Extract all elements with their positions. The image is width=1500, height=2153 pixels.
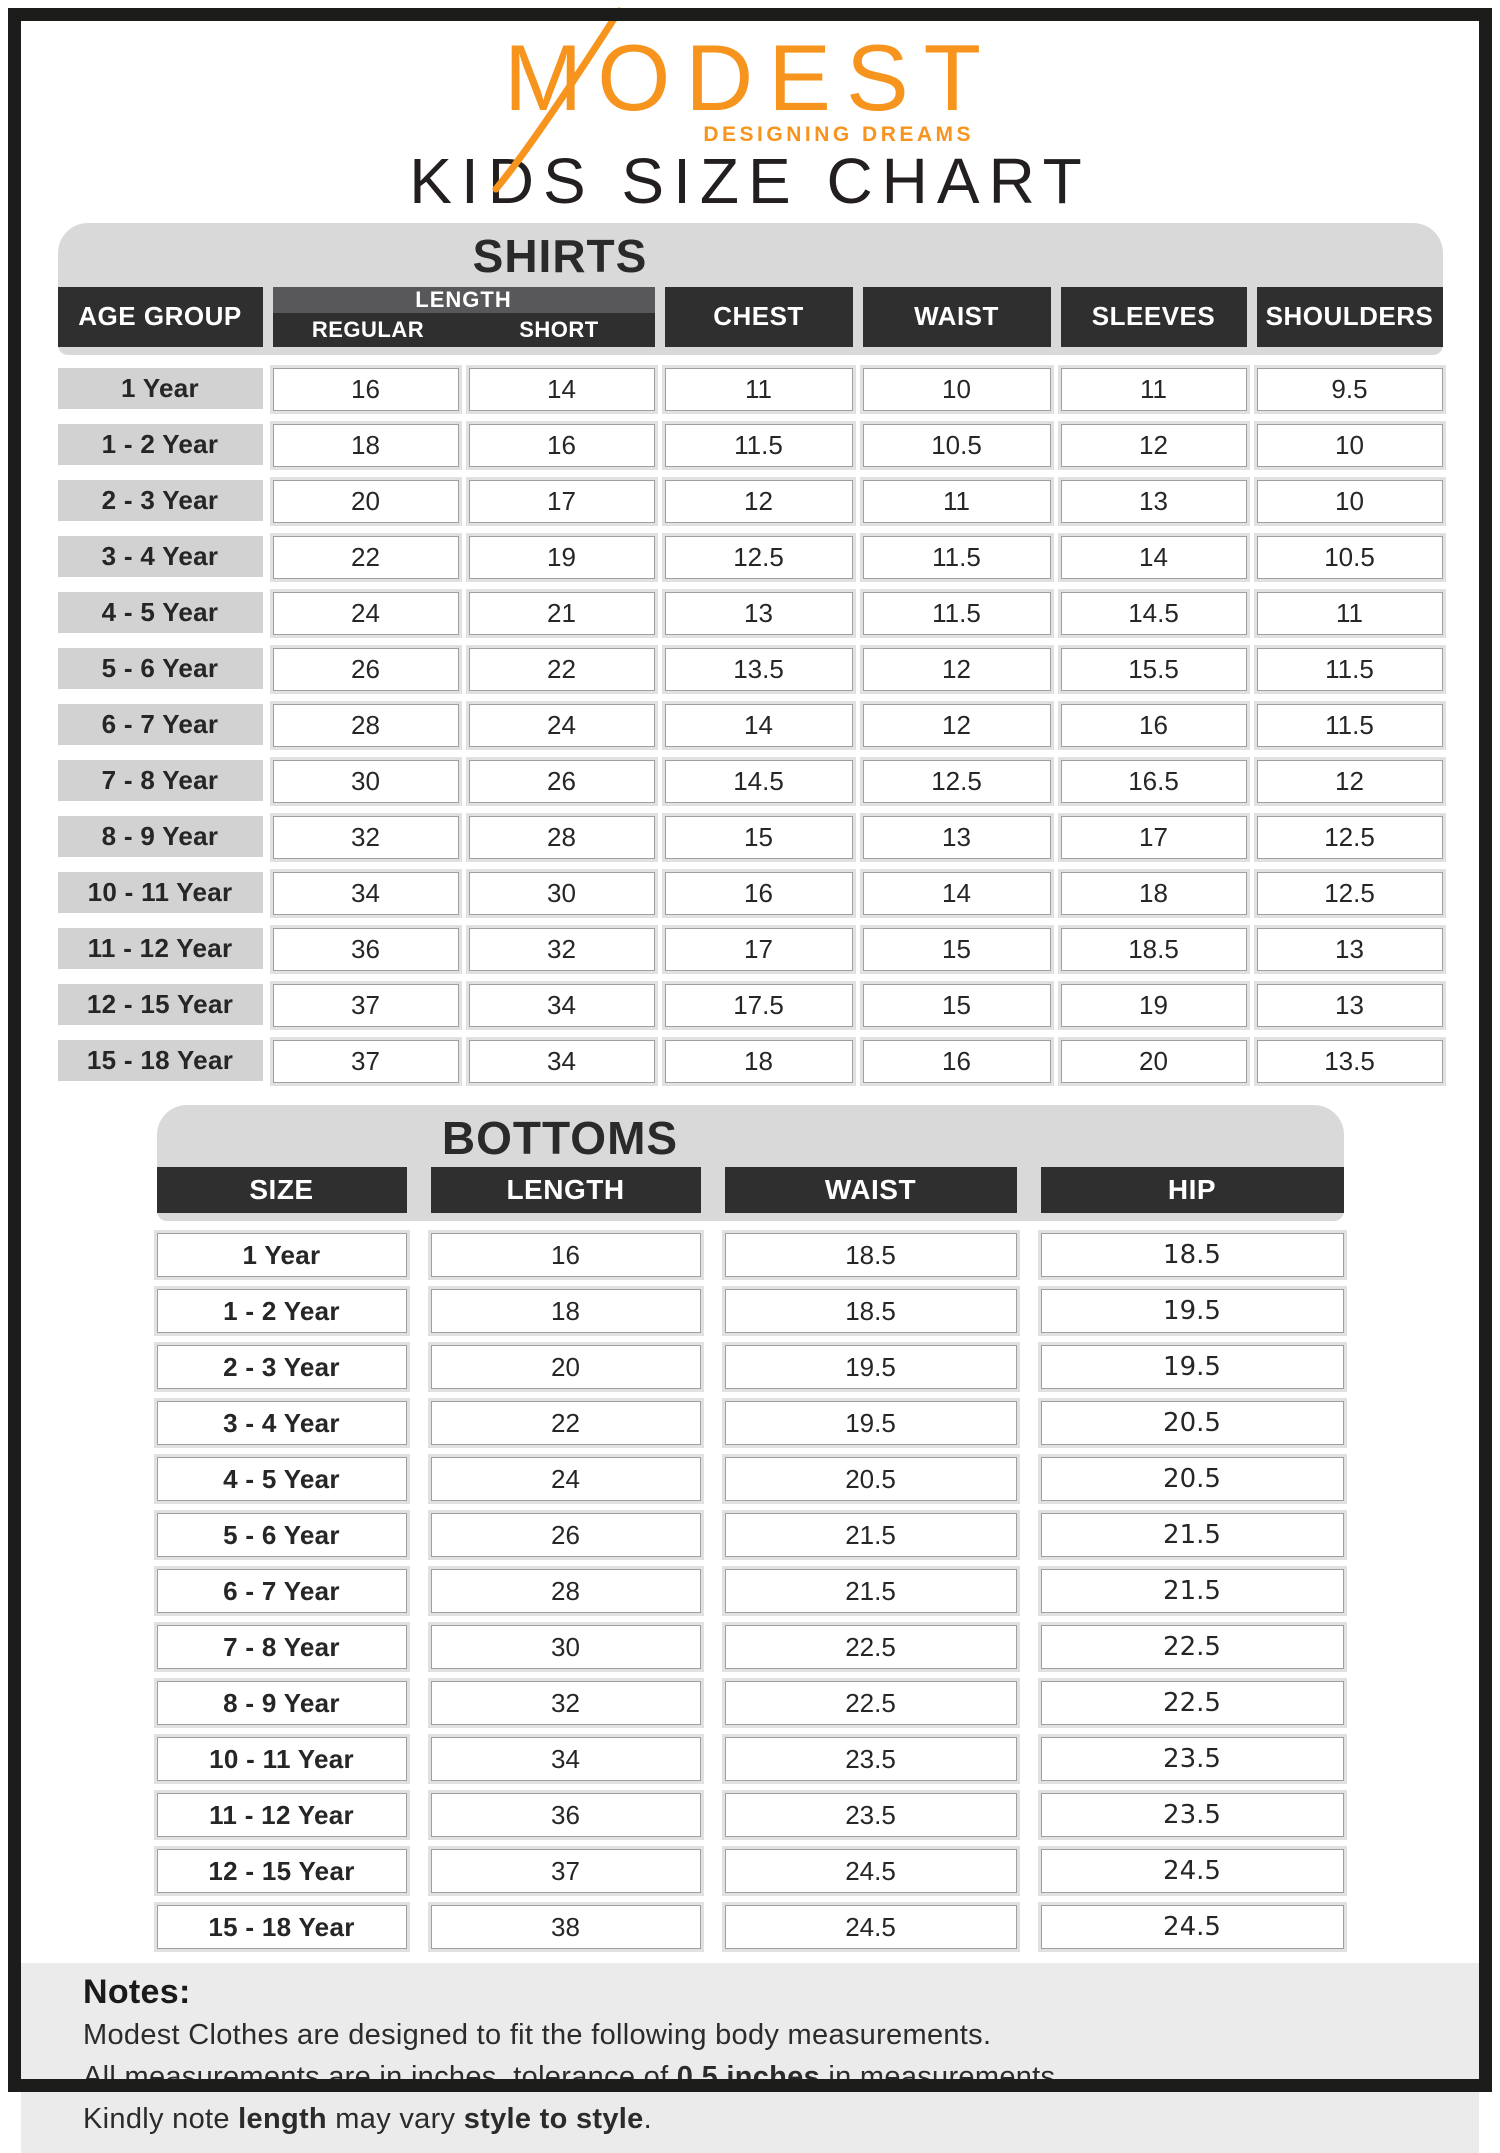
shirts-short-cell: 21 <box>469 592 655 635</box>
shirts-header-regular: REGULAR <box>311 316 425 342</box>
shirts-waist-cell: 11.5 <box>863 592 1051 635</box>
shirts-regular-cell: 26 <box>273 648 459 691</box>
shirts-shoulders-cell: 10 <box>1257 424 1443 467</box>
shirts-age-group-cell: 3 - 4 Year <box>58 536 263 577</box>
bottoms-size-cell: 15 - 18 Year <box>157 1905 407 1949</box>
bottoms-waist-cell: 23.5 <box>725 1793 1017 1837</box>
shirts-age-group-cell: 1 - 2 Year <box>58 424 263 465</box>
bottoms-length-cell: 32 <box>431 1681 701 1725</box>
shirts-age-group-cell: 6 - 7 Year <box>58 704 263 745</box>
bottoms-table-row <box>157 1793 1344 1837</box>
shirts-table-row <box>58 592 1443 635</box>
shirts-sleeves-cell: 19 <box>1061 984 1247 1027</box>
shirts-chest-cell: 12 <box>665 480 853 523</box>
shirts-regular-cell: 37 <box>273 1040 459 1083</box>
notes-section <box>21 1963 1479 2153</box>
bottoms-hip-cell: 23.5 <box>1041 1793 1344 1837</box>
bottoms-size-cell: 1 Year <box>157 1233 407 1277</box>
bottoms-waist-cell: 20.5 <box>725 1457 1017 1501</box>
bottoms-header-size: SIZE <box>157 1167 407 1213</box>
shirts-waist-cell: 15 <box>863 928 1051 971</box>
shirts-short-cell: 34 <box>469 984 655 1027</box>
shirts-chest-cell: 11 <box>665 368 853 411</box>
shirts-shoulders-cell: 11.5 <box>1257 648 1443 691</box>
bottoms-table-row <box>157 1849 1344 1893</box>
shirts-regular-cell: 37 <box>273 984 459 1027</box>
bottoms-size-cell: 6 - 7 Year <box>157 1569 407 1613</box>
shirts-sleeves-cell: 20 <box>1061 1040 1247 1083</box>
bottoms-table-row <box>157 1905 1344 1949</box>
bottoms-hip-cell: 19.5 <box>1041 1289 1344 1333</box>
shirts-age-group-cell: 15 - 18 Year <box>58 1040 263 1081</box>
bottoms-length-cell: 18 <box>431 1289 701 1333</box>
brand-logo-wrap <box>503 25 997 147</box>
bottoms-hip-cell: 24.5 <box>1041 1849 1344 1893</box>
shirts-section <box>58 223 1443 355</box>
bottoms-length-cell: 24 <box>431 1457 701 1501</box>
shirts-short-cell: 26 <box>469 760 655 803</box>
shirts-shoulders-cell: 12.5 <box>1257 816 1443 859</box>
shirts-short-cell: 34 <box>469 1040 655 1083</box>
bottoms-size-cell: 4 - 5 Year <box>157 1457 407 1501</box>
shirts-shoulders-cell: 12 <box>1257 760 1443 803</box>
bottoms-table-row <box>157 1457 1344 1501</box>
bottoms-size-cell: 8 - 9 Year <box>157 1681 407 1725</box>
shirts-regular-cell: 18 <box>273 424 459 467</box>
shirts-regular-cell: 30 <box>273 760 459 803</box>
bottoms-header-row <box>157 1167 1344 1213</box>
shirts-shoulders-cell: 11 <box>1257 592 1443 635</box>
bottoms-table-row <box>157 1737 1344 1781</box>
shirts-table-row <box>58 1040 1443 1083</box>
bottoms-table-row <box>157 1289 1344 1333</box>
bottoms-hip-cell: 22.5 <box>1041 1681 1344 1725</box>
shirts-shoulders-cell: 10 <box>1257 480 1443 523</box>
shirts-chest-cell: 11.5 <box>665 424 853 467</box>
shirts-table-row <box>58 760 1443 803</box>
bottoms-section <box>157 1105 1344 1222</box>
shirts-table-row <box>58 536 1443 579</box>
shirts-age-group-cell: 1 Year <box>58 368 263 409</box>
bottoms-length-cell: 20 <box>431 1345 701 1389</box>
brand-tagline: DESIGNING DREAMS <box>703 123 975 147</box>
bottoms-waist-cell: 23.5 <box>725 1737 1017 1781</box>
shirts-regular-cell: 20 <box>273 480 459 523</box>
shirts-regular-cell: 34 <box>273 872 459 915</box>
bottoms-section-title: BOTTOMS <box>441 1111 679 1164</box>
bottoms-waist-cell: 24.5 <box>725 1849 1017 1893</box>
shirts-short-cell: 19 <box>469 536 655 579</box>
shirts-sleeves-cell: 16.5 <box>1061 760 1247 803</box>
shirts-header-waist: WAIST <box>863 287 1051 347</box>
shirts-waist-cell: 12 <box>863 648 1051 691</box>
bottoms-length-cell: 36 <box>431 1793 701 1837</box>
shirts-table-row <box>58 480 1443 523</box>
shirts-table-body <box>21 368 1479 1083</box>
shirts-waist-cell: 15 <box>863 984 1051 1027</box>
shirts-sleeves-cell: 12 <box>1061 424 1247 467</box>
bottoms-size-cell: 10 - 11 Year <box>157 1737 407 1781</box>
bottoms-header-waist: WAIST <box>725 1167 1017 1213</box>
shirts-sleeves-cell: 14.5 <box>1061 592 1247 635</box>
bottoms-table-row <box>157 1513 1344 1557</box>
note-line: Kindly note length may vary style to style. <box>83 2102 652 2135</box>
bottoms-waist-cell: 24.5 <box>725 1905 1017 1949</box>
bottoms-length-cell: 28 <box>431 1569 701 1613</box>
shirts-sleeves-cell: 17 <box>1061 816 1247 859</box>
bottoms-table-body <box>21 1233 1479 1949</box>
shirts-header-shoulders: SHOULDERS <box>1257 287 1443 347</box>
shirts-waist-cell: 11 <box>863 480 1051 523</box>
shirts-short-cell: 14 <box>469 368 655 411</box>
bottoms-hip-cell: 21.5 <box>1041 1513 1344 1557</box>
bottoms-waist-cell: 18.5 <box>725 1233 1017 1277</box>
shirts-chest-cell: 17.5 <box>665 984 853 1027</box>
shirts-header-length-split <box>273 313 655 347</box>
shirts-age-group-cell: 4 - 5 Year <box>58 592 263 633</box>
bottoms-size-cell: 11 - 12 Year <box>157 1793 407 1837</box>
bottoms-waist-cell: 18.5 <box>725 1289 1017 1333</box>
shirts-shoulders-cell: 11.5 <box>1257 704 1443 747</box>
shirts-shoulders-cell: 13 <box>1257 984 1443 1027</box>
shirts-regular-cell: 22 <box>273 536 459 579</box>
shirts-waist-cell: 10 <box>863 368 1051 411</box>
shirts-table-row <box>58 816 1443 859</box>
shirts-regular-cell: 36 <box>273 928 459 971</box>
shirts-chest-cell: 12.5 <box>665 536 853 579</box>
brand-wordmark: MODEST <box>503 25 997 130</box>
bottoms-size-cell: 5 - 6 Year <box>157 1513 407 1557</box>
bottoms-size-cell: 12 - 15 Year <box>157 1849 407 1893</box>
shirts-age-group-cell: 8 - 9 Year <box>58 816 263 857</box>
shirts-waist-cell: 16 <box>863 1040 1051 1083</box>
shirts-chest-cell: 13 <box>665 592 853 635</box>
shirts-header-length-group <box>273 287 655 347</box>
shirts-header-age-group: AGE GROUP <box>58 287 263 347</box>
bottoms-header-length: LENGTH <box>431 1167 701 1213</box>
shirts-header-short: SHORT <box>519 316 599 342</box>
bottoms-table-row <box>157 1681 1344 1725</box>
bottoms-waist-cell: 21.5 <box>725 1569 1017 1613</box>
shirts-chest-cell: 15 <box>665 816 853 859</box>
shirts-regular-cell: 28 <box>273 704 459 747</box>
shirts-chest-cell: 14.5 <box>665 760 853 803</box>
shirts-table-row <box>58 648 1443 691</box>
notes-lines <box>83 2017 1417 2137</box>
shirts-sleeves-cell: 11 <box>1061 368 1247 411</box>
bottoms-length-cell: 37 <box>431 1849 701 1893</box>
shirts-age-group-cell: 12 - 15 Year <box>58 984 263 1025</box>
shirts-short-cell: 22 <box>469 648 655 691</box>
bottoms-length-cell: 38 <box>431 1905 701 1949</box>
shirts-shoulders-cell: 9.5 <box>1257 368 1443 411</box>
shirts-sleeves-cell: 14 <box>1061 536 1247 579</box>
shirts-waist-cell: 14 <box>863 872 1051 915</box>
shirts-sleeves-cell: 16 <box>1061 704 1247 747</box>
bottoms-size-cell: 1 - 2 Year <box>157 1289 407 1333</box>
shirts-sleeves-cell: 13 <box>1061 480 1247 523</box>
bottoms-length-cell: 34 <box>431 1737 701 1781</box>
bottoms-waist-cell: 19.5 <box>725 1401 1017 1445</box>
bottoms-size-cell: 3 - 4 Year <box>157 1401 407 1445</box>
shirts-sleeves-cell: 15.5 <box>1061 648 1247 691</box>
shirts-regular-cell: 16 <box>273 368 459 411</box>
shirts-section-title: SHIRTS <box>472 230 648 283</box>
shirts-shoulders-cell: 13 <box>1257 928 1443 971</box>
shirts-age-group-cell: 2 - 3 Year <box>58 480 263 521</box>
bottoms-hip-cell: 22.5 <box>1041 1625 1344 1669</box>
bottoms-waist-cell: 22.5 <box>725 1681 1017 1725</box>
bottoms-hip-cell: 18.5 <box>1041 1233 1344 1277</box>
shirts-short-cell: 24 <box>469 704 655 747</box>
shirts-header-sleeves: SLEEVES <box>1061 287 1247 347</box>
note-line: All measurements are in inches, tolerance of 0.5 inches in measurements. <box>83 2061 1064 2094</box>
bottoms-size-cell: 7 - 8 Year <box>157 1625 407 1669</box>
shirts-waist-cell: 10.5 <box>863 424 1051 467</box>
bottoms-waist-cell: 21.5 <box>725 1513 1017 1557</box>
shirts-table-row <box>58 704 1443 747</box>
bottoms-length-cell: 26 <box>431 1513 701 1557</box>
shirts-age-group-cell: 5 - 6 Year <box>58 648 263 689</box>
notes-heading: Notes: <box>83 1973 191 2012</box>
bottoms-table-row <box>157 1233 1344 1277</box>
shirts-short-cell: 32 <box>469 928 655 971</box>
shirts-waist-cell: 13 <box>863 816 1051 859</box>
shirts-table-row <box>58 368 1443 411</box>
shirts-header-length: LENGTH <box>273 287 655 313</box>
bottoms-hip-cell: 23.5 <box>1041 1737 1344 1781</box>
shirts-shoulders-cell: 12.5 <box>1257 872 1443 915</box>
bottoms-length-cell: 30 <box>431 1625 701 1669</box>
bottoms-length-cell: 22 <box>431 1401 701 1445</box>
shirts-shoulders-cell: 13.5 <box>1257 1040 1443 1083</box>
bottoms-waist-cell: 22.5 <box>725 1625 1017 1669</box>
shirts-chest-cell: 17 <box>665 928 853 971</box>
bottoms-hip-cell: 24.5 <box>1041 1905 1344 1949</box>
shirts-table-row <box>58 424 1443 467</box>
shirts-waist-cell: 11.5 <box>863 536 1051 579</box>
bottoms-table-row <box>157 1345 1344 1389</box>
shirts-waist-cell: 12.5 <box>863 760 1051 803</box>
bottoms-length-cell: 16 <box>431 1233 701 1277</box>
shirts-short-cell: 16 <box>469 424 655 467</box>
shirts-header-chest: CHEST <box>665 287 853 347</box>
bottoms-hip-cell: 19.5 <box>1041 1345 1344 1389</box>
shirts-regular-cell: 24 <box>273 592 459 635</box>
bottoms-size-cell: 2 - 3 Year <box>157 1345 407 1389</box>
shirts-chest-cell: 13.5 <box>665 648 853 691</box>
page-title: KIDS SIZE CHART <box>409 145 1091 218</box>
bottoms-header-hip: HIP <box>1041 1167 1344 1213</box>
bottoms-table-row <box>157 1625 1344 1669</box>
shirts-age-group-cell: 11 - 12 Year <box>58 928 263 969</box>
bottoms-table-row <box>157 1569 1344 1613</box>
shirts-table-row <box>58 984 1443 1027</box>
shirts-short-cell: 17 <box>469 480 655 523</box>
bottoms-waist-cell: 19.5 <box>725 1345 1017 1389</box>
shirts-waist-cell: 12 <box>863 704 1051 747</box>
shirts-sleeves-cell: 18 <box>1061 872 1247 915</box>
shirts-regular-cell: 32 <box>273 816 459 859</box>
page-content <box>21 21 1479 2153</box>
shirts-age-group-cell: 10 - 11 Year <box>58 872 263 913</box>
note-line: Modest Clothes are designed to fit the following body measurements. <box>83 2019 992 2052</box>
shirts-header-row <box>58 287 1443 347</box>
brand-logo <box>21 25 1479 147</box>
bottoms-hip-cell: 20.5 <box>1041 1401 1344 1445</box>
shirts-chest-cell: 16 <box>665 872 853 915</box>
shirts-sleeves-cell: 18.5 <box>1061 928 1247 971</box>
shirts-table-row <box>58 872 1443 915</box>
shirts-shoulders-cell: 10.5 <box>1257 536 1443 579</box>
bottoms-table-row <box>157 1401 1344 1445</box>
shirts-chest-cell: 14 <box>665 704 853 747</box>
bottoms-hip-cell: 21.5 <box>1041 1569 1344 1613</box>
shirts-short-cell: 30 <box>469 872 655 915</box>
bottoms-hip-cell: 20.5 <box>1041 1457 1344 1501</box>
shirts-age-group-cell: 7 - 8 Year <box>58 760 263 801</box>
shirts-short-cell: 28 <box>469 816 655 859</box>
shirts-chest-cell: 18 <box>665 1040 853 1083</box>
shirts-table-row <box>58 928 1443 971</box>
